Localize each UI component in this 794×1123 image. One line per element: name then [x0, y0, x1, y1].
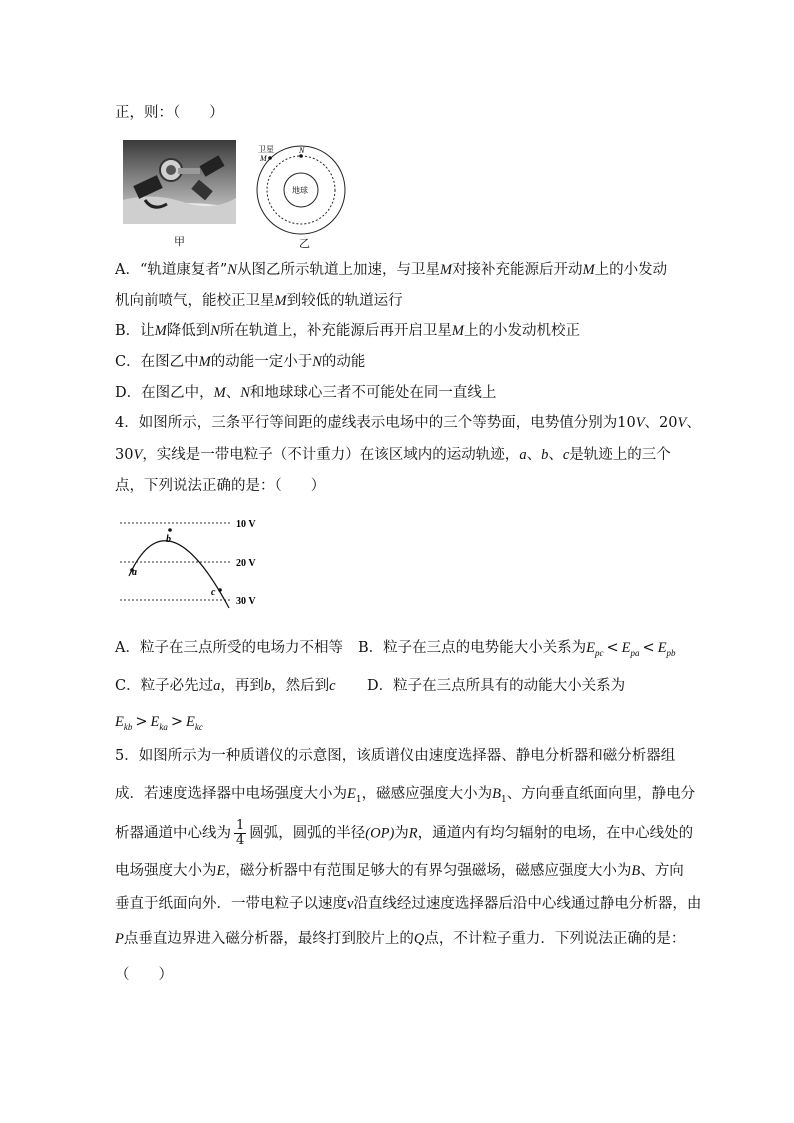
figure-caption-yi: 乙 [299, 237, 310, 250]
equipotential-figure [115, 512, 275, 612]
question-4-line2: 30V，实线是一带电粒子（不计重力）在该区域内的运动轨迹，a、b、c是轨迹上的三个 [115, 447, 671, 463]
option-4A: A．粒子在三点所受的电场力不相等 [115, 640, 343, 656]
label-30V: 30 V [236, 596, 256, 607]
label-c: c [211, 587, 216, 598]
option-4D: D．粒子在三点所具有的动能大小关系为 [367, 678, 626, 694]
orbit-diagram [252, 140, 347, 235]
label-M: M [260, 154, 267, 163]
question-5-line2: 成．若速度选择器中电场强度大小为$E_1$，磁感应强度大小为$B_1$、方向垂直纸面向里，静电分 [115, 786, 696, 805]
question-5-line7: （ ） [115, 967, 173, 983]
fraction-quarter: $\frac{1}{4}$ [236, 818, 245, 848]
question-5-line3: 析器通道中心线为 $\frac{1}{4}$ 圆弧，圆弧的半径(OP)为R，通道内有均匀辐射的电场，在中心线处的 [115, 818, 694, 848]
option-4D-formula: $E_{kb} > E_{ka} > E_{kc}$ [115, 714, 203, 732]
question-continuation: 正，则：（ ） [115, 105, 224, 121]
question-5-line6: P点垂直边界进入磁分析器，最终打到胶片上的Q点，不计粒子重力．下列说法正确的是： [115, 931, 686, 947]
option-4C: C．粒子必先过a，再到b，然后到c [115, 678, 336, 694]
question-4-line3: 点，下列说法正确的是：（ ） [115, 478, 326, 494]
label-earth: 地球 [292, 186, 308, 195]
option-4B: B．粒子在三点的电势能大小关系为$E_{pc} < E_{pa} < E_{pb}$ [358, 640, 676, 658]
option-3A-line2: 机向前喷气，能校正卫星M到较低的轨道运行 [115, 293, 403, 309]
label-b: b [166, 534, 171, 545]
option-3C: C．在图乙中M的动能一定小于N的动能 [115, 354, 366, 370]
question-5-line5: 垂直于纸面向外．一带电粒子以速度v沿直线经过速度选择器后沿中心线通过静电分析器，由 [115, 896, 702, 912]
question-4-line1: 4．如图所示，三条平行等间距的虚线表示电场中的三个等势面，电势值分别为10V、20V、 [115, 415, 701, 431]
option-3B: B．让M降低到N所在轨道上，补充能源后再开启卫星M上的小发动机校正 [115, 323, 581, 339]
label-satellite: 卫星 [258, 145, 274, 154]
satellite-M-point [268, 156, 272, 160]
option-3A-line1: A．“轨道康复者”N从图乙所示轨道上加速，与卫星M对接补充能源后开动M上的小发动 [115, 262, 668, 278]
question-5-line4: 电场强度大小为E，磁分析器中有范围足够大的有界匀强磁场，磁感应强度大小为B、方向 [115, 863, 684, 879]
point-b [168, 528, 172, 532]
point-c [218, 588, 222, 592]
option-3D: D．在图乙中，M、N和地球球心三者不可能处在同一直线上 [115, 385, 497, 401]
label-a: a [132, 567, 137, 578]
question-5-line1: 5．如图所示为一种质谱仪的示意图，该质谱仪由速度选择器、静电分析器和磁分析器组 [115, 748, 676, 764]
label-20V: 20 V [236, 558, 256, 569]
label-N: N [299, 146, 305, 155]
satellite-photo [123, 140, 236, 224]
label-10V: 10 V [236, 519, 256, 530]
figure-caption-jia: 甲 [174, 235, 185, 248]
